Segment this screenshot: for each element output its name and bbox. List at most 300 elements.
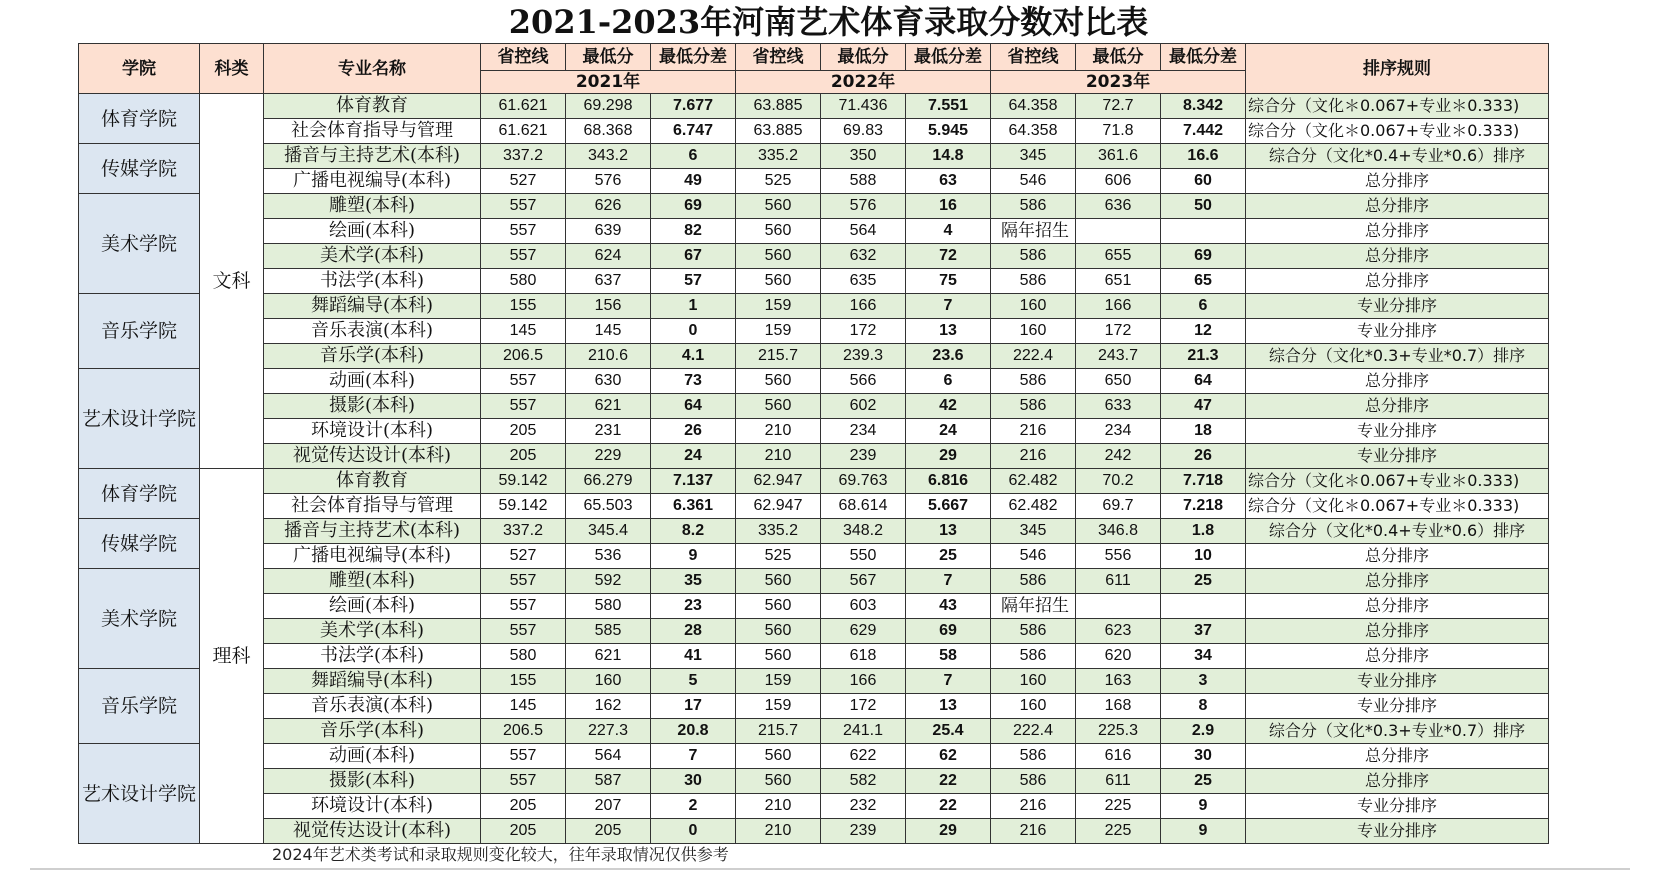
control-line-2023-cell: 222.4 — [991, 344, 1076, 369]
min-diff-2021-cell: 6 — [651, 144, 736, 169]
min-score-2022-cell: 550 — [821, 544, 906, 569]
control-line-2022-cell: 560 — [736, 569, 821, 594]
min-score-2021-cell: 630 — [566, 369, 651, 394]
control-line-2023-cell: 586 — [991, 369, 1076, 394]
control-line-2021-cell: 59.142 — [481, 494, 566, 519]
min-score-2021-cell: 626 — [566, 194, 651, 219]
sort-rule-cell: 总分排序 — [1246, 644, 1549, 669]
major-cell: 绘画(本科) — [264, 594, 481, 619]
min-diff-2022-cell: 75 — [906, 269, 991, 294]
sort-rule-cell: 专业分排序 — [1246, 669, 1549, 694]
control-line-2022-cell: 560 — [736, 394, 821, 419]
min-score-2021-cell: 624 — [566, 244, 651, 269]
min-score-2021-cell: 65.503 — [566, 494, 651, 519]
table-row — [79, 544, 1549, 569]
min-score-2023-cell: 225 — [1076, 794, 1161, 819]
min-diff-2022-cell: 22 — [906, 769, 991, 794]
min-score-2023-cell: 611 — [1076, 569, 1161, 594]
control-line-2021-cell: 527 — [481, 544, 566, 569]
sort-rule-cell: 总分排序 — [1246, 369, 1549, 394]
sort-rule-cell: 综合分（文化＊0.067+专业＊0.333) — [1246, 94, 1549, 119]
min-diff-2022-cell: 24 — [906, 419, 991, 444]
min-diff-2021-cell: 4.1 — [651, 344, 736, 369]
min-diff-2023-cell: 6 — [1161, 294, 1246, 319]
min-score-2021-cell: 207 — [566, 794, 651, 819]
control-line-2022-cell: 560 — [736, 369, 821, 394]
min-diff-2023-cell: 2.9 — [1161, 719, 1246, 744]
sort-rule-cell: 专业分排序 — [1246, 319, 1549, 344]
min-score-2021-cell: 229 — [566, 444, 651, 469]
header-year-2022: 2022年 — [736, 71, 991, 94]
min-diff-2021-cell: 57 — [651, 269, 736, 294]
min-diff-2021-cell: 7.137 — [651, 469, 736, 494]
control-line-2022-cell: 62.947 — [736, 494, 821, 519]
table-row — [79, 669, 1549, 694]
sort-rule-cell: 综合分（文化*0.4+专业*0.6）排序 — [1246, 519, 1549, 544]
min-diff-2023-cell: 47 — [1161, 394, 1246, 419]
sort-rule-cell: 总分排序 — [1246, 169, 1549, 194]
major-cell: 音乐学(本科) — [264, 344, 481, 369]
min-score-2022-cell: 618 — [821, 644, 906, 669]
min-score-2023-cell: 361.6 — [1076, 144, 1161, 169]
min-score-2023-cell: 69.7 — [1076, 494, 1161, 519]
min-diff-2022-cell: 43 — [906, 594, 991, 619]
sort-rule-cell: 总分排序 — [1246, 594, 1549, 619]
major-cell: 音乐表演(本科) — [264, 319, 481, 344]
college-cell: 音乐学院 — [79, 669, 200, 744]
table-row — [79, 644, 1549, 669]
control-line-2023-cell: 隔年招生 — [991, 594, 1076, 619]
control-line-2022-cell: 159 — [736, 294, 821, 319]
control-line-2021-cell: 61.621 — [481, 94, 566, 119]
control-line-2022-cell: 560 — [736, 594, 821, 619]
min-diff-2021-cell: 26 — [651, 419, 736, 444]
min-diff-2022-cell: 7 — [906, 669, 991, 694]
sort-rule-cell: 综合分（文化＊0.067+专业＊0.333) — [1246, 469, 1549, 494]
min-diff-2022-cell: 14.8 — [906, 144, 991, 169]
sort-rule-cell: 总分排序 — [1246, 619, 1549, 644]
control-line-2021-cell: 205 — [481, 444, 566, 469]
table-row — [79, 119, 1549, 144]
min-diff-2023-cell: 21.3 — [1161, 344, 1246, 369]
min-diff-2021-cell: 49 — [651, 169, 736, 194]
header-sort-rule: 排序规则 — [1246, 44, 1549, 94]
control-line-2021-cell: 205 — [481, 794, 566, 819]
header-2022-min-score: 最低分 — [821, 44, 906, 71]
min-score-2021-cell: 576 — [566, 169, 651, 194]
major-cell: 广播电视编导(本科) — [264, 544, 481, 569]
header-2023-control-line: 省控线 — [991, 44, 1076, 71]
sort-rule-cell: 总分排序 — [1246, 769, 1549, 794]
major-cell: 播音与主持艺术(本科) — [264, 519, 481, 544]
header-major: 专业名称 — [264, 44, 481, 94]
min-score-2023-cell: 633 — [1076, 394, 1161, 419]
min-diff-2022-cell: 4 — [906, 219, 991, 244]
major-cell: 体育教育 — [264, 94, 481, 119]
min-score-2023-cell: 346.8 — [1076, 519, 1161, 544]
min-score-2021-cell: 637 — [566, 269, 651, 294]
min-score-2022-cell: 166 — [821, 294, 906, 319]
min-score-2021-cell: 210.6 — [566, 344, 651, 369]
major-cell: 视觉传达设计(本科) — [264, 819, 481, 844]
major-cell: 社会体育指导与管理 — [264, 494, 481, 519]
table-row — [79, 444, 1549, 469]
min-diff-2022-cell: 69 — [906, 619, 991, 644]
control-line-2023-cell: 586 — [991, 644, 1076, 669]
min-score-2023-cell: 225 — [1076, 819, 1161, 844]
min-diff-2023-cell: 12 — [1161, 319, 1246, 344]
min-score-2021-cell: 160 — [566, 669, 651, 694]
min-diff-2022-cell: 16 — [906, 194, 991, 219]
table-row — [79, 94, 1549, 119]
control-line-2022-cell: 560 — [736, 644, 821, 669]
min-diff-2022-cell: 29 — [906, 444, 991, 469]
min-diff-2021-cell: 8.2 — [651, 519, 736, 544]
min-score-2022-cell: 69.83 — [821, 119, 906, 144]
major-cell: 音乐学(本科) — [264, 719, 481, 744]
min-score-2022-cell: 172 — [821, 694, 906, 719]
control-line-2021-cell: 557 — [481, 194, 566, 219]
major-cell: 美术学(本科) — [264, 244, 481, 269]
header-2023-min-diff: 最低分差 — [1161, 44, 1246, 71]
sort-rule-cell: 综合分（文化*0.3+专业*0.7）排序 — [1246, 719, 1549, 744]
min-score-2022-cell: 566 — [821, 369, 906, 394]
sort-rule-cell: 总分排序 — [1246, 569, 1549, 594]
min-score-2022-cell: 234 — [821, 419, 906, 444]
control-line-2023-cell: 586 — [991, 394, 1076, 419]
min-diff-2023-cell: 69 — [1161, 244, 1246, 269]
control-line-2023-cell: 216 — [991, 419, 1076, 444]
min-diff-2022-cell: 62 — [906, 744, 991, 769]
table-row — [79, 769, 1549, 794]
min-diff-2022-cell: 63 — [906, 169, 991, 194]
table-body — [79, 94, 1549, 844]
min-diff-2022-cell: 6 — [906, 369, 991, 394]
min-score-2022-cell: 576 — [821, 194, 906, 219]
control-line-2021-cell: 557 — [481, 369, 566, 394]
min-score-2022-cell: 622 — [821, 744, 906, 769]
min-score-2021-cell: 145 — [566, 319, 651, 344]
major-cell: 动画(本科) — [264, 369, 481, 394]
control-line-2023-cell: 216 — [991, 444, 1076, 469]
min-diff-2023-cell: 18 — [1161, 419, 1246, 444]
table-row — [79, 694, 1549, 719]
control-line-2022-cell: 560 — [736, 769, 821, 794]
min-diff-2021-cell: 64 — [651, 394, 736, 419]
control-line-2022-cell: 560 — [736, 619, 821, 644]
min-score-2023-cell: 611 — [1076, 769, 1161, 794]
min-score-2023-cell: 243.7 — [1076, 344, 1161, 369]
sort-rule-cell: 总分排序 — [1246, 244, 1549, 269]
min-diff-2021-cell: 23 — [651, 594, 736, 619]
min-diff-2021-cell: 1 — [651, 294, 736, 319]
min-score-2023-cell: 616 — [1076, 744, 1161, 769]
score-table — [78, 43, 1549, 844]
sort-rule-cell: 专业分排序 — [1246, 444, 1549, 469]
control-line-2023-cell: 586 — [991, 244, 1076, 269]
min-diff-2022-cell: 25.4 — [906, 719, 991, 744]
control-line-2021-cell: 557 — [481, 244, 566, 269]
min-diff-2023-cell: 9 — [1161, 794, 1246, 819]
major-cell: 舞蹈编导(本科) — [264, 294, 481, 319]
control-line-2021-cell: 61.621 — [481, 119, 566, 144]
control-line-2023-cell: 586 — [991, 194, 1076, 219]
major-cell: 美术学(本科) — [264, 619, 481, 644]
min-diff-2021-cell: 82 — [651, 219, 736, 244]
min-score-2021-cell: 343.2 — [566, 144, 651, 169]
min-score-2022-cell: 232 — [821, 794, 906, 819]
min-score-2023-cell: 71.8 — [1076, 119, 1161, 144]
major-cell: 书法学(本科) — [264, 269, 481, 294]
min-score-2021-cell: 621 — [566, 394, 651, 419]
college-cell: 艺术设计学院 — [79, 369, 200, 469]
control-line-2021-cell: 145 — [481, 694, 566, 719]
control-line-2022-cell: 210 — [736, 794, 821, 819]
header-2021-control-line: 省控线 — [481, 44, 566, 71]
min-diff-2022-cell: 7 — [906, 569, 991, 594]
min-score-2022-cell: 635 — [821, 269, 906, 294]
min-score-2021-cell: 585 — [566, 619, 651, 644]
min-score-2023-cell: 172 — [1076, 319, 1161, 344]
control-line-2023-cell: 隔年招生 — [991, 219, 1076, 244]
min-diff-2022-cell: 29 — [906, 819, 991, 844]
min-score-2023-cell: 168 — [1076, 694, 1161, 719]
min-diff-2023-cell: 9 — [1161, 819, 1246, 844]
control-line-2021-cell: 205 — [481, 419, 566, 444]
header-2023-min-score: 最低分 — [1076, 44, 1161, 71]
major-cell: 环境设计(本科) — [264, 794, 481, 819]
college-cell: 体育学院 — [79, 469, 200, 519]
min-diff-2021-cell: 41 — [651, 644, 736, 669]
min-diff-2023-cell: 7.718 — [1161, 469, 1246, 494]
sort-rule-cell: 专业分排序 — [1246, 294, 1549, 319]
table-row — [79, 219, 1549, 244]
control-line-2022-cell: 335.2 — [736, 144, 821, 169]
min-score-2022-cell: 69.763 — [821, 469, 906, 494]
table-row — [79, 144, 1549, 169]
min-diff-2021-cell: 5 — [651, 669, 736, 694]
min-diff-2021-cell: 0 — [651, 819, 736, 844]
control-line-2022-cell: 560 — [736, 744, 821, 769]
sort-rule-cell: 专业分排序 — [1246, 794, 1549, 819]
min-diff-2022-cell: 22 — [906, 794, 991, 819]
sort-rule-cell: 总分排序 — [1246, 544, 1549, 569]
header-college: 学院 — [79, 44, 200, 94]
major-cell: 雕塑(本科) — [264, 194, 481, 219]
min-diff-2023-cell: 25 — [1161, 569, 1246, 594]
college-cell: 美术学院 — [79, 194, 200, 294]
header-year-2023: 2023年 — [991, 71, 1246, 94]
min-diff-2021-cell: 30 — [651, 769, 736, 794]
min-diff-2023-cell: 64 — [1161, 369, 1246, 394]
min-score-2022-cell: 239 — [821, 819, 906, 844]
header-category: 科类 — [200, 44, 264, 94]
header-year-2021: 2021年 — [481, 71, 736, 94]
major-cell: 雕塑(本科) — [264, 569, 481, 594]
min-diff-2022-cell: 5.945 — [906, 119, 991, 144]
college-cell: 传媒学院 — [79, 519, 200, 569]
category-cell: 文科 — [200, 94, 264, 469]
control-line-2022-cell: 63.885 — [736, 94, 821, 119]
control-line-2022-cell: 62.947 — [736, 469, 821, 494]
major-cell: 环境设计(本科) — [264, 419, 481, 444]
major-cell: 书法学(本科) — [264, 644, 481, 669]
min-score-2023-cell: 620 — [1076, 644, 1161, 669]
min-score-2023-cell: 650 — [1076, 369, 1161, 394]
sort-rule-cell: 综合分（文化＊0.067+专业＊0.333) — [1246, 494, 1549, 519]
min-diff-2022-cell: 13 — [906, 694, 991, 719]
control-line-2022-cell: 210 — [736, 419, 821, 444]
control-line-2021-cell: 59.142 — [481, 469, 566, 494]
control-line-2023-cell: 216 — [991, 794, 1076, 819]
sort-rule-cell: 总分排序 — [1246, 269, 1549, 294]
min-score-2022-cell: 632 — [821, 244, 906, 269]
min-score-2021-cell: 639 — [566, 219, 651, 244]
college-cell: 艺术设计学院 — [79, 744, 200, 844]
min-diff-2023-cell — [1161, 219, 1246, 244]
min-diff-2022-cell: 13 — [906, 519, 991, 544]
min-score-2021-cell: 587 — [566, 769, 651, 794]
min-score-2021-cell: 621 — [566, 644, 651, 669]
min-score-2021-cell: 227.3 — [566, 719, 651, 744]
sort-rule-cell: 专业分排序 — [1246, 819, 1549, 844]
table-row — [79, 169, 1549, 194]
control-line-2021-cell: 557 — [481, 219, 566, 244]
control-line-2021-cell: 557 — [481, 394, 566, 419]
min-diff-2023-cell: 34 — [1161, 644, 1246, 669]
min-score-2022-cell: 172 — [821, 319, 906, 344]
control-line-2022-cell: 560 — [736, 244, 821, 269]
min-diff-2023-cell: 3 — [1161, 669, 1246, 694]
control-line-2021-cell: 527 — [481, 169, 566, 194]
min-diff-2023-cell: 8 — [1161, 694, 1246, 719]
min-diff-2023-cell: 1.8 — [1161, 519, 1246, 544]
min-diff-2022-cell: 6.816 — [906, 469, 991, 494]
min-score-2023-cell: 606 — [1076, 169, 1161, 194]
control-line-2022-cell: 159 — [736, 669, 821, 694]
min-diff-2023-cell: 30 — [1161, 744, 1246, 769]
control-line-2022-cell: 210 — [736, 819, 821, 844]
control-line-2023-cell: 345 — [991, 144, 1076, 169]
sort-rule-cell: 综合分（文化*0.4+专业*0.6）排序 — [1246, 144, 1549, 169]
control-line-2021-cell: 155 — [481, 669, 566, 694]
min-score-2022-cell: 567 — [821, 569, 906, 594]
sort-rule-cell: 综合分（文化＊0.067+专业＊0.333) — [1246, 119, 1549, 144]
table-row — [79, 319, 1549, 344]
footnote: 2024年艺术类考试和录取规则变化较大，往年录取情况仅供参考 — [272, 845, 729, 864]
min-diff-2021-cell: 17 — [651, 694, 736, 719]
header-2021-min-diff: 最低分差 — [651, 44, 736, 71]
min-diff-2021-cell: 9 — [651, 544, 736, 569]
min-diff-2021-cell: 0 — [651, 319, 736, 344]
min-score-2022-cell: 603 — [821, 594, 906, 619]
control-line-2023-cell: 62.482 — [991, 469, 1076, 494]
control-line-2022-cell: 560 — [736, 269, 821, 294]
control-line-2021-cell: 337.2 — [481, 519, 566, 544]
control-line-2023-cell: 216 — [991, 819, 1076, 844]
table-row — [79, 744, 1549, 769]
min-score-2023-cell: 651 — [1076, 269, 1161, 294]
control-line-2021-cell: 557 — [481, 769, 566, 794]
control-line-2023-cell: 345 — [991, 519, 1076, 544]
table-row — [79, 344, 1549, 369]
control-line-2021-cell: 557 — [481, 744, 566, 769]
major-cell: 体育教育 — [264, 469, 481, 494]
min-score-2022-cell: 629 — [821, 619, 906, 644]
sort-rule-cell: 专业分排序 — [1246, 419, 1549, 444]
control-line-2021-cell: 580 — [481, 269, 566, 294]
min-diff-2021-cell: 20.8 — [651, 719, 736, 744]
control-line-2021-cell: 337.2 — [481, 144, 566, 169]
sort-rule-cell: 总分排序 — [1246, 744, 1549, 769]
min-diff-2021-cell: 7.677 — [651, 94, 736, 119]
college-cell: 美术学院 — [79, 569, 200, 669]
control-line-2023-cell: 160 — [991, 319, 1076, 344]
major-cell: 音乐表演(本科) — [264, 694, 481, 719]
table-row — [79, 494, 1549, 519]
min-diff-2022-cell: 58 — [906, 644, 991, 669]
table-row — [79, 719, 1549, 744]
header-2021-min-score: 最低分 — [566, 44, 651, 71]
min-score-2022-cell: 239 — [821, 444, 906, 469]
min-score-2021-cell: 231 — [566, 419, 651, 444]
control-line-2023-cell: 586 — [991, 269, 1076, 294]
table-row — [79, 369, 1549, 394]
major-cell: 摄影(本科) — [264, 394, 481, 419]
page-title: 2021-2023年河南艺术体育录取分数对比表 — [508, 3, 1149, 41]
table-row — [79, 269, 1549, 294]
table-row — [79, 519, 1549, 544]
min-score-2021-cell: 536 — [566, 544, 651, 569]
control-line-2021-cell: 557 — [481, 569, 566, 594]
min-score-2022-cell: 239.3 — [821, 344, 906, 369]
control-line-2021-cell: 155 — [481, 294, 566, 319]
control-line-2021-cell: 206.5 — [481, 344, 566, 369]
min-score-2023-cell: 234 — [1076, 419, 1161, 444]
min-diff-2023-cell: 8.342 — [1161, 94, 1246, 119]
control-line-2022-cell: 335.2 — [736, 519, 821, 544]
control-line-2022-cell: 560 — [736, 194, 821, 219]
min-score-2021-cell: 564 — [566, 744, 651, 769]
min-score-2022-cell: 350 — [821, 144, 906, 169]
min-score-2021-cell: 205 — [566, 819, 651, 844]
table-row — [79, 394, 1549, 419]
control-line-2022-cell: 525 — [736, 169, 821, 194]
min-diff-2022-cell: 7 — [906, 294, 991, 319]
min-diff-2021-cell: 73 — [651, 369, 736, 394]
min-diff-2021-cell: 69 — [651, 194, 736, 219]
min-score-2021-cell: 345.4 — [566, 519, 651, 544]
min-score-2021-cell: 580 — [566, 594, 651, 619]
min-diff-2021-cell: 6.747 — [651, 119, 736, 144]
college-cell: 传媒学院 — [79, 144, 200, 194]
control-line-2021-cell: 205 — [481, 819, 566, 844]
table-row — [79, 419, 1549, 444]
min-score-2023-cell: 166 — [1076, 294, 1161, 319]
header-row-1 — [79, 44, 1549, 71]
min-score-2023-cell — [1076, 594, 1161, 619]
min-score-2023-cell: 163 — [1076, 669, 1161, 694]
table-row — [79, 794, 1549, 819]
control-line-2022-cell: 215.7 — [736, 344, 821, 369]
control-line-2022-cell: 63.885 — [736, 119, 821, 144]
table-row — [79, 819, 1549, 844]
table-row — [79, 294, 1549, 319]
min-diff-2022-cell: 7.551 — [906, 94, 991, 119]
min-score-2023-cell: 623 — [1076, 619, 1161, 644]
sort-rule-cell: 专业分排序 — [1246, 694, 1549, 719]
min-diff-2021-cell: 6.361 — [651, 494, 736, 519]
